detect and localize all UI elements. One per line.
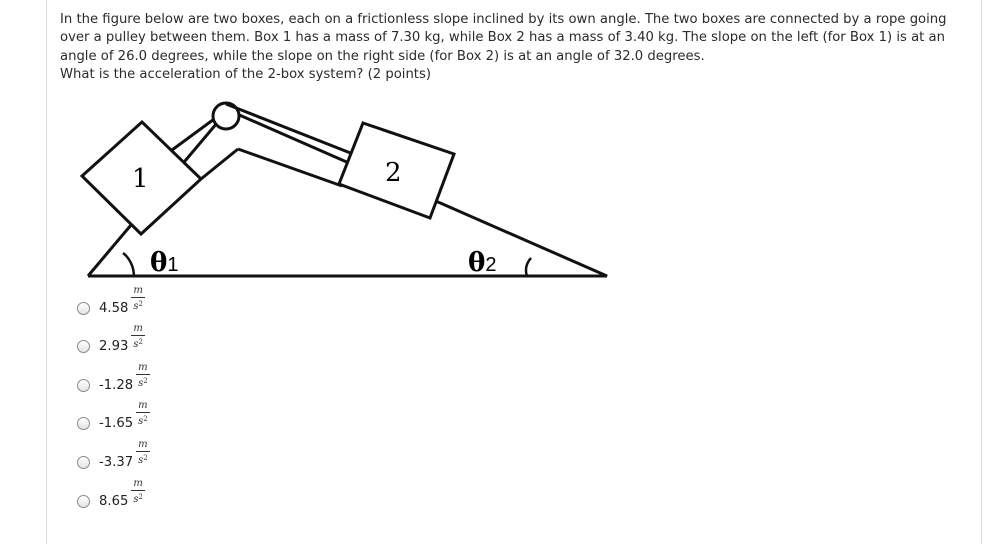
option-5[interactable] (77, 440, 277, 474)
theta-2-label: θ2 (468, 248, 497, 278)
radio-button[interactable] (77, 417, 90, 430)
option-value: -1.28 (99, 377, 134, 393)
unit-denominator: $s^2$ (138, 454, 148, 466)
rope-left-bottom (201, 149, 238, 179)
unit-denominator: $s^2$ (138, 377, 148, 389)
unit-denominator: $s^2$ (133, 300, 143, 312)
radio-button[interactable] (77, 302, 90, 315)
theta-1-arc (123, 253, 134, 276)
unit-denominator: $s^2$ (138, 415, 148, 427)
unit-denominator: $s^2$ (133, 338, 143, 350)
theta-1-label: θ1 (150, 248, 179, 278)
option-6[interactable] (77, 479, 277, 513)
unit-fraction (136, 440, 149, 466)
option-value: 2.93 (99, 338, 129, 354)
unit-numerator: m (138, 362, 148, 373)
unit-fraction (131, 286, 144, 312)
unit-numerator: m (138, 400, 148, 411)
option-1[interactable] (77, 286, 277, 320)
unit-denominator: $s^2$ (133, 493, 143, 505)
unit-fraction (136, 363, 149, 389)
box-1-label: 1 (132, 164, 149, 194)
unit-numerator: m (133, 323, 143, 334)
radio-button[interactable] (77, 456, 90, 469)
option-value: -3.37 (99, 454, 134, 470)
option-value: 8.65 (99, 493, 129, 509)
unit-fraction (131, 324, 144, 350)
unit-numerator: m (138, 439, 148, 450)
box-2-label: 2 (385, 158, 402, 188)
radio-button[interactable] (77, 379, 90, 392)
option-value: 4.58 (99, 300, 129, 316)
radio-button[interactable] (77, 495, 90, 508)
radio-button[interactable] (77, 340, 90, 353)
unit-numerator: m (133, 478, 143, 489)
theta-2-arc (526, 258, 531, 276)
rope-right-top (226, 104, 353, 154)
question-text (60, 11, 975, 85)
unit-fraction (131, 479, 144, 505)
option-2[interactable] (77, 324, 277, 358)
unit-numerator: m (133, 285, 143, 296)
option-value: -1.65 (99, 415, 134, 431)
unit-fraction (136, 401, 149, 427)
question-prompt: What is the acceleration of the 2-box system? (2 points) (60, 67, 431, 83)
option-3[interactable] (77, 363, 277, 397)
inclined-planes-figure (80, 98, 610, 282)
option-4[interactable] (77, 401, 277, 435)
question-paragraph: In the figure below are two boxes, each on a frictionless slope inclined by its own angle. The two boxes are connected by a rope going over a pulley between them. Box 1 has a mass of 7.30 kg, while Box 2 has a mass of 3.40 kg. The slope on the left (for Box 1) is at an angle of 26.0 degrees, while the slope on the right side (for Box 2) is at an angle of 32.0 degrees. (60, 12, 947, 64)
